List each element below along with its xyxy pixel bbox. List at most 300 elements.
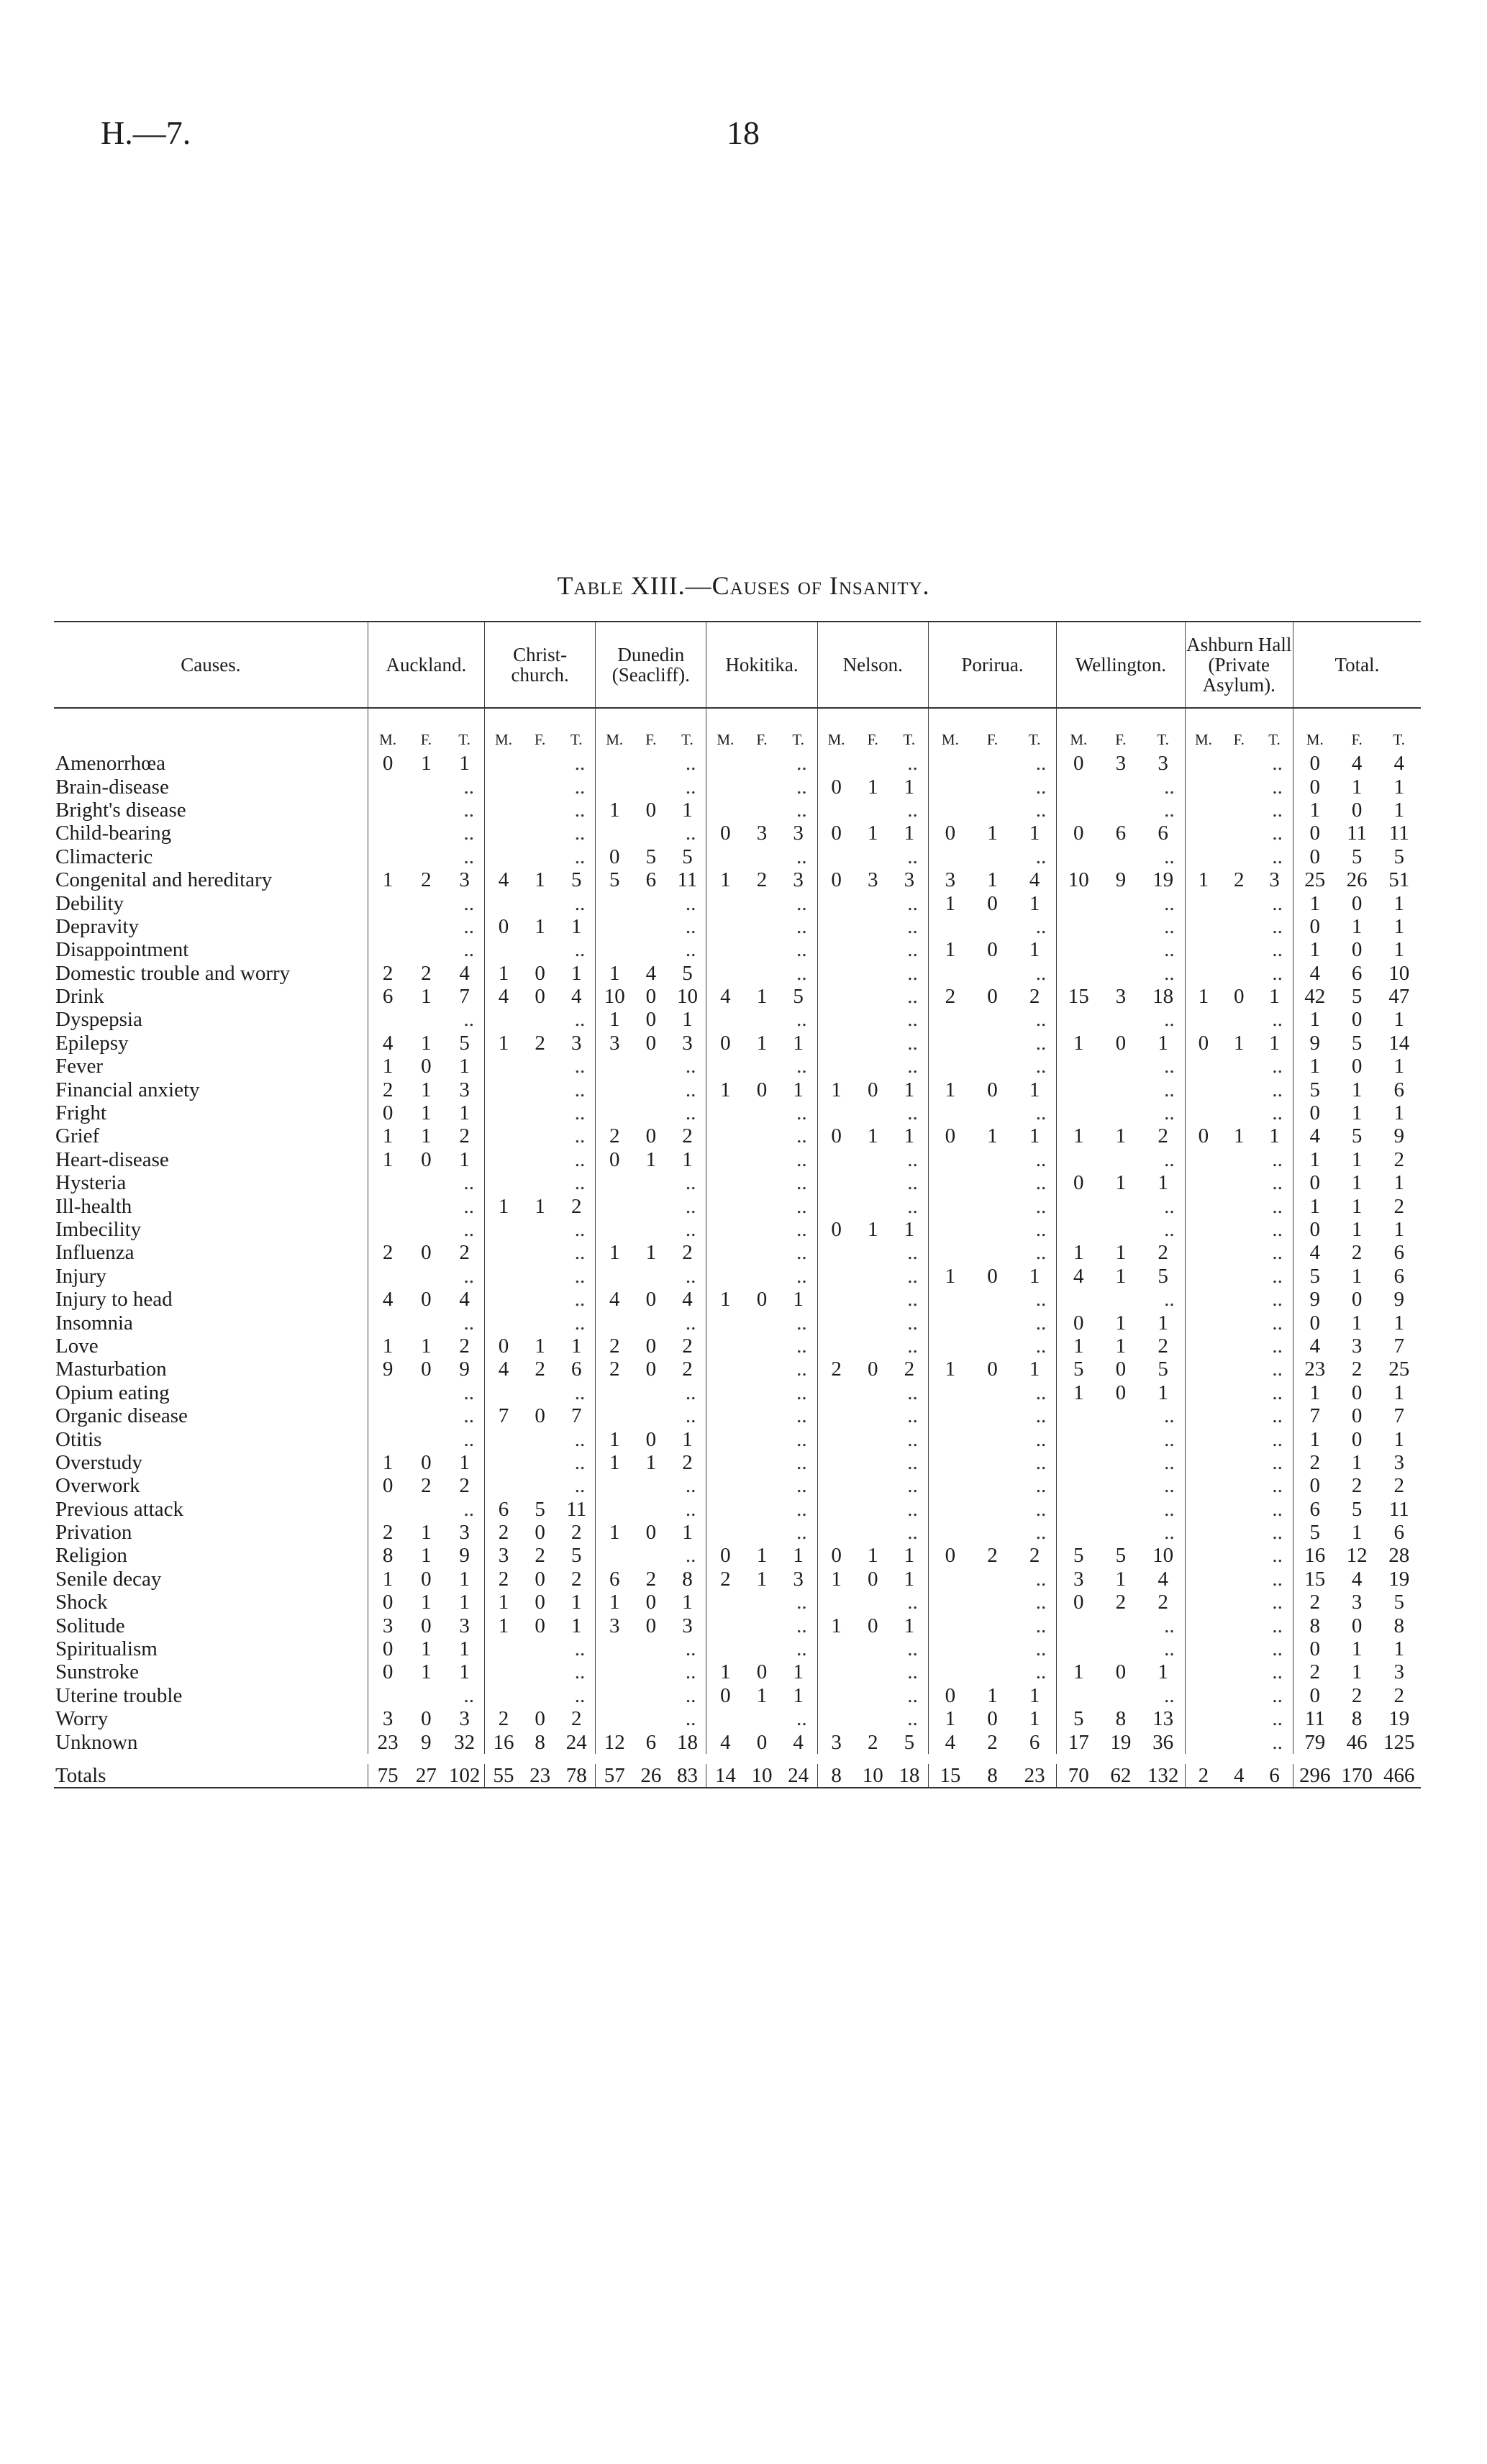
cell-total: 3 <box>459 868 470 892</box>
cell-male: 0 <box>1293 1101 1336 1124</box>
cell-female: 5 <box>1351 985 1363 1009</box>
cell-total: 1 <box>459 1101 470 1125</box>
cell-total: 2 <box>459 1241 470 1265</box>
cell-total: 1 <box>682 1147 693 1171</box>
cell-female: 1 <box>645 1241 657 1265</box>
subheader-female: F. <box>534 731 546 748</box>
cell-total: 28 <box>1388 1544 1410 1568</box>
cell-female: 0 <box>535 1591 545 1614</box>
cell-male: 1 <box>817 1078 855 1101</box>
cause-label: Disappointment <box>55 938 189 962</box>
cell-female: 2 <box>535 1031 545 1055</box>
cause-label: Brain-disease <box>55 775 169 799</box>
cell-none: .. <box>1185 1521 1293 1544</box>
cell-none: .. <box>485 1171 596 1194</box>
cell-none: .. <box>596 1381 706 1404</box>
cell-female: 1 <box>867 775 878 799</box>
cell-total: 5 <box>682 961 693 985</box>
cell-total: 1 <box>459 1147 470 1171</box>
cell-none: .. <box>706 915 817 938</box>
cell-female: 3 <box>1351 1591 1363 1614</box>
table-row <box>54 1637 1421 1660</box>
cell-female: 0 <box>535 1521 545 1545</box>
table-row <box>54 799 1421 822</box>
cell-none: .. <box>817 1194 928 1217</box>
cell-female: 12 <box>1346 1544 1368 1568</box>
cell-female: 4 <box>1351 752 1363 776</box>
row-cause <box>54 1078 368 1101</box>
cause-label: Uterine trouble <box>55 1683 183 1707</box>
cell-total: 1 <box>1029 822 1040 845</box>
cell-none: .. <box>368 1498 484 1521</box>
cell-total: 5 <box>904 1730 915 1754</box>
cell-male: 1 <box>368 1568 407 1591</box>
cell-male: 1 <box>596 1241 633 1264</box>
row-cause <box>54 1521 368 1544</box>
cell-female: 0 <box>535 1707 545 1731</box>
row-cause <box>54 868 368 891</box>
table-row <box>54 1288 1421 1311</box>
cell-none: .. <box>817 962 928 985</box>
table-row <box>54 1684 1421 1707</box>
cell-male: 0 <box>1185 1124 1222 1147</box>
cell-female: 4 <box>1351 1567 1363 1591</box>
cell-male: 0 <box>1293 1637 1336 1660</box>
cell-none: .. <box>817 1335 928 1358</box>
cell-none: .. <box>1185 1078 1293 1101</box>
cell-male: 1 <box>706 1660 744 1683</box>
cell-male: 2 <box>1293 1451 1336 1474</box>
cell-male: 1 <box>596 1008 633 1031</box>
cell-male: 1 <box>1293 1055 1336 1078</box>
cell-male: 1 <box>1293 1008 1336 1031</box>
cell-male: 1 <box>596 799 633 822</box>
cell-total: 10 <box>1388 961 1410 985</box>
cell-total: 8 <box>1393 1614 1404 1637</box>
cell-female: 0 <box>645 1288 657 1311</box>
cell-none: .. <box>817 1660 928 1683</box>
subheader-total: T. <box>1028 731 1041 748</box>
cell-none: .. <box>1057 1684 1185 1707</box>
cell-female: 0 <box>535 961 545 985</box>
cell-none: .. <box>1185 1101 1293 1124</box>
cell-none: .. <box>1185 1008 1293 1031</box>
row-cause <box>54 1032 368 1055</box>
cell-none: .. <box>1057 962 1185 985</box>
cell-total: 3 <box>793 1567 804 1591</box>
cell-female: 1 <box>1351 1147 1363 1171</box>
cell-total: 4 <box>1158 1567 1168 1591</box>
table-row <box>54 962 1421 985</box>
cell-female: 1 <box>1351 1311 1363 1335</box>
cell-none: .. <box>1185 1404 1293 1427</box>
cell-male: 0 <box>1057 822 1101 845</box>
subheader-male: M. <box>368 708 407 752</box>
cell-total: 7 <box>1393 1404 1404 1428</box>
cell-none: .. <box>485 938 596 961</box>
cell-female: 6 <box>1351 961 1363 985</box>
subheader-female: F. <box>1115 731 1127 748</box>
cell-total: 6 <box>1393 1521 1404 1545</box>
cell-female: 3 <box>1115 985 1127 1009</box>
cell-male: 0 <box>1293 1684 1336 1707</box>
cell-total: 13 <box>1152 1707 1174 1731</box>
cell-total: 1 <box>1393 938 1404 962</box>
cell-none: .. <box>1057 938 1185 961</box>
cell-female: 0 <box>867 1614 878 1637</box>
cell-total: 25 <box>1388 1358 1410 1381</box>
cell-none: .. <box>1185 1241 1293 1264</box>
sub-header-row <box>54 708 1421 752</box>
cell-female: 0 <box>867 1567 878 1591</box>
cell-male: 1 <box>928 891 972 914</box>
cell-male: 9 <box>368 1358 407 1381</box>
cell-none: .. <box>706 1008 817 1031</box>
cause-label: Religion <box>55 1544 127 1568</box>
cell-none: .. <box>928 1637 1056 1660</box>
cell-male: 3 <box>1057 1568 1101 1591</box>
table-row <box>54 1032 1421 1055</box>
cell-none: .. <box>817 1427 928 1450</box>
cell-none: .. <box>485 891 596 914</box>
cause-label: Otitis <box>55 1427 102 1451</box>
cell-female: 1 <box>645 1147 657 1171</box>
cell-female: 0 <box>1351 1427 1363 1451</box>
cell-none: .. <box>928 1218 1056 1241</box>
cell-none: .. <box>368 1008 484 1031</box>
cell-female: 0 <box>1351 1055 1363 1078</box>
cell-total: 1 <box>1393 1637 1404 1661</box>
cell-male: 3 <box>368 1707 407 1730</box>
cell-none: .. <box>485 799 596 822</box>
cell-female: 8 <box>535 1730 545 1754</box>
row-cause <box>54 1498 368 1521</box>
cell-total: 132 <box>1141 1764 1185 1788</box>
cause-label: Dyspepsia <box>55 1008 142 1032</box>
cell-none: .. <box>928 1568 1056 1591</box>
cell-female: 0 <box>1351 1381 1363 1404</box>
header-nelson: Nelson. <box>817 622 928 708</box>
cell-female: 0 <box>645 1591 657 1614</box>
cell-total: 2 <box>571 1567 582 1591</box>
row-cause <box>54 1381 368 1404</box>
cell-male: 0 <box>817 1124 855 1147</box>
row-cause <box>54 1707 368 1730</box>
cell-total: 6 <box>1393 1264 1404 1288</box>
cell-male: 2 <box>368 1521 407 1544</box>
cell-total: 1 <box>793 1288 804 1311</box>
cell-none: .. <box>1185 1660 1293 1683</box>
cell-female: 1 <box>535 868 545 892</box>
cell-none: .. <box>928 1521 1056 1544</box>
cell-total: 4 <box>682 1288 693 1311</box>
cell-none: .. <box>706 1055 817 1078</box>
cell-male: 2 <box>368 962 407 985</box>
cell-female: 1 <box>987 822 998 845</box>
cell-none: .. <box>596 1311 706 1334</box>
cell-total: 1 <box>1269 1124 1280 1148</box>
cell-male: 1 <box>485 1194 522 1217</box>
cell-total: 3 <box>904 868 915 892</box>
cell-female: 3 <box>1351 1334 1363 1358</box>
cell-total: 4 <box>459 1288 470 1311</box>
cause-label: Masturbation <box>55 1358 167 1381</box>
cell-total: 3 <box>793 822 804 845</box>
cell-total: 83 <box>668 1764 706 1788</box>
cell-male: 1 <box>368 1124 407 1147</box>
cell-female: 0 <box>421 1147 432 1171</box>
cell-female: 1 <box>421 1591 432 1614</box>
cell-male: 2 <box>596 1335 633 1358</box>
cell-none: .. <box>817 1707 928 1730</box>
cell-male: 0 <box>1293 1171 1336 1194</box>
cell-female: 1 <box>1115 1334 1127 1358</box>
table-row <box>54 1194 1421 1217</box>
header-causes: Causes. <box>54 622 368 708</box>
cell-male: 4 <box>1293 1241 1336 1264</box>
cell-total: 1 <box>682 1521 693 1545</box>
cell-total: 1 <box>1029 891 1040 915</box>
cell-total: 18 <box>676 1730 698 1754</box>
cell-female: 1 <box>1351 1101 1363 1125</box>
cell-none: .. <box>817 1498 928 1521</box>
cell-male: 1 <box>928 1707 972 1730</box>
cell-male: 57 <box>596 1764 633 1788</box>
cell-none: .. <box>1185 1544 1293 1567</box>
row-cause <box>54 1241 368 1264</box>
page-reference: H.—7. <box>101 114 191 151</box>
cell-male: 0 <box>1293 915 1336 938</box>
cell-none: .. <box>817 1171 928 1194</box>
cell-female: 0 <box>421 1288 432 1311</box>
cell-total: 2 <box>571 1707 582 1731</box>
cell-none: .. <box>596 775 706 798</box>
cell-none: .. <box>817 1148 928 1171</box>
cell-none: .. <box>368 891 484 914</box>
cell-none: .. <box>1185 1358 1293 1381</box>
cause-label: Congenital and hereditary <box>55 868 273 892</box>
cell-none: .. <box>706 891 817 914</box>
cell-female: 5 <box>535 1497 545 1521</box>
cell-none: .. <box>485 1265 596 1288</box>
cell-male: 2 <box>1293 1591 1336 1614</box>
cell-female: 3 <box>867 868 878 892</box>
row-cause <box>54 1614 368 1637</box>
table-row <box>54 1335 1421 1358</box>
cell-male: 2 <box>596 1358 633 1381</box>
cell-male: 3 <box>596 1614 633 1637</box>
cell-male: 17 <box>1057 1730 1101 1753</box>
table-row <box>54 1148 1421 1171</box>
cell-female: 6 <box>1115 822 1127 845</box>
cell-male: 5 <box>1057 1707 1101 1730</box>
cell-female: 1 <box>1351 1194 1363 1218</box>
cell-female: 170 <box>1337 1764 1378 1788</box>
cell-none: .. <box>1185 752 1293 775</box>
subheader-male: M. <box>485 708 522 752</box>
cell-female: 3 <box>1115 752 1127 776</box>
cell-none: .. <box>817 1055 928 1078</box>
cell-female: 1 <box>1115 1567 1127 1591</box>
cell-male: 1 <box>485 1614 522 1637</box>
cell-male: 1 <box>1057 1124 1101 1147</box>
cell-total: 11 <box>677 868 698 892</box>
cell-male: 1 <box>1185 985 1222 1008</box>
cell-total: 1 <box>459 1660 470 1684</box>
cell-none: .. <box>1185 1171 1293 1194</box>
cell-female: 0 <box>535 1614 545 1637</box>
cell-none: .. <box>596 1055 706 1078</box>
cell-none: .. <box>928 1381 1056 1404</box>
row-cause <box>54 1637 368 1660</box>
cell-total: 1 <box>1269 1031 1280 1055</box>
cell-female: 1 <box>1351 914 1363 938</box>
cell-male: 1 <box>1185 868 1222 891</box>
table-row <box>54 1730 1421 1753</box>
cell-none: .. <box>928 1008 1056 1031</box>
cell-total: 1 <box>1158 1031 1168 1055</box>
cell-female: 10 <box>855 1764 891 1788</box>
row-cause <box>54 1730 368 1753</box>
cell-none: .. <box>368 845 484 868</box>
cell-none: .. <box>928 962 1056 985</box>
cell-none: .. <box>1057 891 1185 914</box>
cell-none: .. <box>596 1498 706 1521</box>
cell-female: 0 <box>1351 938 1363 962</box>
cell-male: 15 <box>928 1764 972 1788</box>
cell-female: 1 <box>1351 1660 1363 1684</box>
cell-female: 1 <box>421 1124 432 1148</box>
cell-total: 3 <box>793 868 804 892</box>
table-row <box>54 1241 1421 1264</box>
cell-male: 0 <box>1293 775 1336 798</box>
table-row <box>54 1124 1421 1147</box>
cell-total: 1 <box>682 798 693 822</box>
cell-none: .. <box>1185 1055 1293 1078</box>
cause-label: Epilepsy <box>55 1031 129 1055</box>
cell-total: 3 <box>459 1614 470 1637</box>
cell-female: 1 <box>867 1124 878 1148</box>
table-row <box>54 1008 1421 1031</box>
cell-none: .. <box>706 1521 817 1544</box>
cell-none: .. <box>706 1498 817 1521</box>
cell-none: .. <box>928 1660 1056 1683</box>
cell-male: 1 <box>1057 1241 1101 1264</box>
cell-none: .. <box>706 1591 817 1614</box>
cell-none: .. <box>596 1265 706 1288</box>
cell-female: 1 <box>535 914 545 938</box>
cell-male: 4 <box>1293 1124 1336 1147</box>
cell-none: .. <box>368 1311 484 1334</box>
cell-total: 2 <box>1029 1544 1040 1568</box>
cell-male: 6 <box>368 985 407 1008</box>
cell-total: 5 <box>459 1031 470 1055</box>
header-dunedin-seacliff: Dunedin (Seacliff). <box>596 622 706 708</box>
cell-male: 8 <box>368 1544 407 1567</box>
cell-female: 0 <box>645 1334 657 1358</box>
cell-female: 1 <box>421 1521 432 1545</box>
cell-male: 4 <box>596 1288 633 1311</box>
totals-row <box>54 1764 1421 1788</box>
cell-total: 1 <box>459 1637 470 1661</box>
cell-total: 6 <box>1029 1730 1040 1754</box>
cell-total: 51 <box>1388 868 1410 892</box>
cell-male: 1 <box>368 1335 407 1358</box>
cell-none: .. <box>485 1427 596 1450</box>
cell-female: 27 <box>407 1764 445 1788</box>
cell-total: 1 <box>571 961 582 985</box>
cell-female: 0 <box>645 1031 657 1055</box>
cell-none: .. <box>485 845 596 868</box>
cell-none: .. <box>1057 1474 1185 1497</box>
cell-total: 2 <box>682 1241 693 1265</box>
cell-female: 5 <box>1351 1031 1363 1055</box>
cell-total: 7 <box>571 1404 582 1428</box>
cell-female: 1 <box>867 822 878 845</box>
cell-female: 6 <box>645 868 657 892</box>
cell-total: 1 <box>1029 1683 1040 1707</box>
cell-female: 0 <box>867 1078 878 1101</box>
cell-male: 8 <box>817 1764 855 1788</box>
cell-total: 2 <box>904 1358 915 1381</box>
table-row <box>54 1427 1421 1450</box>
cell-male: 0 <box>1293 1218 1336 1241</box>
cell-none: .. <box>1185 1381 1293 1404</box>
cell-female: 8 <box>1115 1707 1127 1731</box>
cell-total: 6 <box>1256 1764 1293 1788</box>
cell-male: 0 <box>368 1591 407 1614</box>
cell-total: 1 <box>1029 1358 1040 1381</box>
cell-male: 1 <box>1293 1427 1336 1450</box>
table-row <box>54 1311 1421 1334</box>
subheader-male: M. <box>1057 708 1101 752</box>
cell-male: 4 <box>1057 1265 1101 1288</box>
cell-female: 0 <box>421 1614 432 1637</box>
cell-male: 4 <box>706 985 744 1008</box>
cause-label: Amenorrhœa <box>55 752 166 776</box>
cell-none: .. <box>928 1335 1056 1358</box>
cell-male: 1 <box>928 1265 972 1288</box>
cell-female: 1 <box>1351 775 1363 799</box>
table-row <box>54 1521 1421 1544</box>
cell-total: 47 <box>1388 985 1410 1009</box>
cell-male: 10 <box>1057 868 1101 891</box>
cell-total: 2 <box>1158 1334 1168 1358</box>
cell-male: 2 <box>485 1568 522 1591</box>
cell-total: 1 <box>1158 1171 1168 1195</box>
cell-female: 0 <box>756 1730 768 1754</box>
cell-total: 125 <box>1383 1730 1415 1754</box>
cell-male: 1 <box>1293 1194 1336 1217</box>
cell-male: 4 <box>706 1730 744 1753</box>
cell-male: 70 <box>1057 1764 1101 1788</box>
cell-none: .. <box>1185 1218 1293 1241</box>
cell-female: 1 <box>535 1334 545 1358</box>
cell-female: 0 <box>987 1358 998 1381</box>
cell-none: .. <box>928 1194 1056 1217</box>
cell-none: .. <box>817 1008 928 1031</box>
row-cause <box>54 1404 368 1427</box>
cell-total: 4 <box>1393 752 1404 776</box>
header-total: Total. <box>1293 622 1421 708</box>
cell-total: 2 <box>459 1474 470 1498</box>
cell-male: 23 <box>368 1730 407 1753</box>
cell-none: .. <box>1057 1148 1185 1171</box>
cell-male: 1 <box>706 1288 744 1311</box>
cell-total: 1 <box>459 1450 470 1474</box>
cell-none: .. <box>1057 1288 1185 1311</box>
cell-male: 0 <box>1057 752 1101 775</box>
